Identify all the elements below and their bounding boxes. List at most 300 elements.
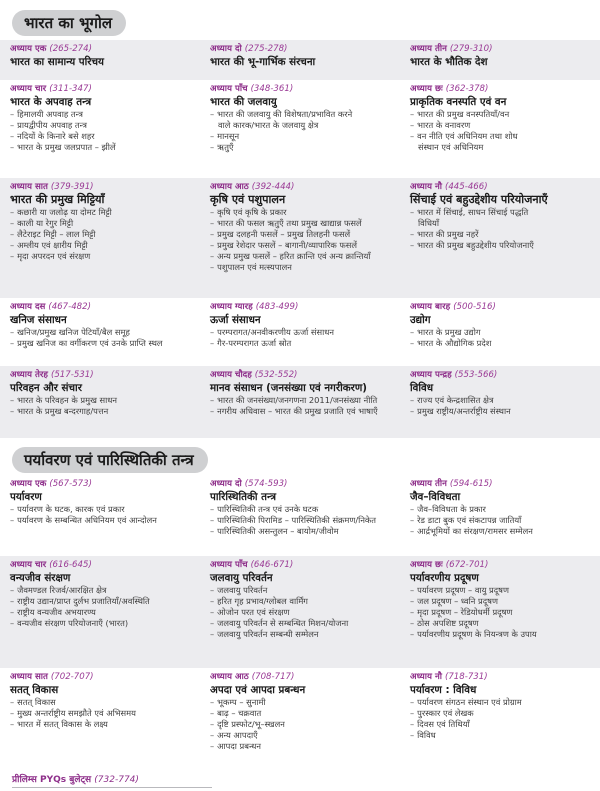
- topic-text: जलवायु परिवर्तन: [217, 585, 268, 595]
- bullet-dash: –: [410, 515, 415, 525]
- chapter-page-range: (532-552): [254, 370, 298, 380]
- topic-text: राष्ट्रीय वन्यजीव अभयारण्य: [17, 607, 96, 617]
- geography-row: [0, 80, 600, 178]
- chapter-number: अध्याय ग्यारह: [210, 302, 253, 312]
- bullet-dash: –: [210, 504, 215, 514]
- topic-text: प्रायद्वीपीय अपवाह तन्त्र: [17, 120, 87, 130]
- topic-item: [210, 629, 396, 640]
- topic-item: [410, 395, 596, 406]
- bullet-dash: –: [410, 629, 415, 639]
- chapter-heading: [210, 43, 396, 55]
- topic-item: [210, 708, 396, 719]
- topic-item: [10, 109, 196, 120]
- topic-list: [210, 207, 396, 273]
- bullet-dash: –: [210, 629, 215, 639]
- chapter-number: अध्याय तीन: [410, 479, 447, 489]
- chapter-card[interactable]: [200, 40, 400, 80]
- topic-text: परम्परागत/अनवीकरणीय ऊर्जा संसाधन: [217, 327, 334, 337]
- section-title-geography: भारत का भूगोल: [12, 10, 126, 36]
- bullet-dash: –: [410, 596, 415, 606]
- chapter-card[interactable]: [200, 178, 400, 298]
- chapter-page-range: (567-573): [49, 479, 92, 489]
- topic-list: [10, 504, 196, 526]
- topic-item: [10, 618, 196, 629]
- chapter-number: अध्याय दस: [10, 302, 46, 312]
- topic-text: प्रमुख राष्ट्रीय/अन्तर्राष्ट्रीय संस्थान: [417, 406, 511, 416]
- bullet-dash: –: [210, 251, 215, 261]
- bullet-dash: –: [10, 596, 15, 606]
- topic-text: भारत के वनावरण: [417, 120, 471, 130]
- bullet-dash: –: [10, 719, 15, 729]
- topic-list: [410, 697, 596, 741]
- topic-item: [410, 240, 596, 251]
- topic-list: [410, 585, 596, 640]
- chapter-number: अध्याय दो: [210, 479, 242, 489]
- section-title-ecology: पर्यावरण एवं पारिस्थितिकी तन्त्र: [12, 447, 208, 473]
- topic-text: बाढ़ – चक्रवात: [217, 708, 262, 718]
- topic-text: कछारी या जलोढ़ या दोमट मिट्टी: [17, 207, 112, 217]
- topic-item: [10, 406, 196, 417]
- chapter-card[interactable]: [400, 366, 600, 438]
- pyq-range: (732-774): [94, 775, 139, 785]
- chapter-number: अध्याय आठ: [210, 182, 249, 192]
- chapter-card[interactable]: [0, 475, 200, 556]
- topic-text: पुरस्कार एवं लेखक: [417, 708, 474, 718]
- bullet-dash: –: [410, 327, 415, 337]
- topic-list: [410, 207, 596, 251]
- topic-item: [10, 585, 196, 596]
- topic-text: पशुपालन एवं मत्स्यपालन: [217, 262, 292, 272]
- topic-item: [210, 585, 396, 596]
- topic-item: [410, 629, 596, 640]
- bullet-dash: –: [410, 526, 415, 536]
- topic-item: [10, 229, 196, 240]
- chapter-card[interactable]: [0, 178, 200, 298]
- topic-text: भारत के परिवहन के प्रमुख साधन: [17, 395, 118, 405]
- topic-list: [10, 327, 196, 349]
- topic-item: [410, 708, 596, 719]
- bullet-dash: –: [410, 131, 415, 141]
- chapter-card[interactable]: [400, 556, 600, 668]
- topic-item: [10, 120, 196, 131]
- topic-list: [410, 109, 596, 153]
- chapter-card[interactable]: [200, 668, 400, 766]
- chapter-title: भारत की प्रमुख मिट्टियाँ: [10, 193, 105, 206]
- topic-item: [410, 504, 596, 515]
- bullet-dash: –: [410, 618, 415, 628]
- chapter-page-range: (279-310): [449, 44, 493, 54]
- chapter-page-range: (646-671): [250, 560, 294, 570]
- bullet-dash: –: [210, 262, 215, 272]
- bullet-dash: –: [210, 338, 215, 348]
- topic-item: [210, 229, 396, 240]
- chapter-number: अध्याय तेरह: [10, 370, 48, 380]
- topic-item: [10, 395, 196, 406]
- topic-text: अन्य आपदाएँ: [217, 730, 258, 740]
- topic-list: [210, 585, 396, 640]
- bullet-dash: –: [210, 719, 215, 729]
- chapter-heading: [410, 301, 596, 313]
- bullet-dash: –: [410, 719, 415, 729]
- chapter-number: अध्याय आठ: [210, 672, 249, 682]
- geography-row: [0, 40, 600, 80]
- chapter-page-range: (311-347): [49, 84, 92, 94]
- topic-item: [410, 120, 596, 131]
- chapter-card[interactable]: [0, 80, 200, 178]
- chapter-card[interactable]: [0, 366, 200, 438]
- topic-text: सतत् विकास: [17, 697, 56, 707]
- topic-text: मृदा प्रदूषण – रेडियोधर्मी प्रदूषण: [417, 607, 513, 617]
- topic-item: [10, 719, 196, 730]
- topic-text: आर्द्रभूमियों का संरक्षण/रामसर सम्मेलन: [417, 526, 533, 536]
- topic-item: [410, 207, 596, 218]
- chapter-heading: [410, 559, 596, 571]
- topic-text: संस्थान एवं अधिनियम: [418, 142, 484, 152]
- topic-text: भारत के प्रमुख उद्योग: [417, 327, 481, 337]
- chapter-page-range: (362-378): [445, 84, 489, 94]
- topic-text: ऋतुएँ: [217, 142, 234, 152]
- topic-item: [10, 504, 196, 515]
- bullet-dash: –: [210, 730, 215, 740]
- topic-text: दृष्टि प्रस्फोट/भू–स्खलन: [217, 719, 285, 729]
- chapter-number: अध्याय सात: [10, 672, 48, 682]
- chapter-number: अध्याय छः: [410, 84, 443, 94]
- chapter-title: भारत के भौतिक देश: [410, 56, 488, 68]
- topic-item: [410, 730, 596, 741]
- topic-list: [10, 585, 196, 629]
- chapter-page-range: (265-274): [49, 44, 92, 54]
- bullet-dash: –: [10, 120, 15, 130]
- topic-item: [410, 618, 596, 629]
- chapter-card[interactable]: [400, 475, 600, 556]
- chapter-heading: [10, 83, 196, 95]
- chapter-title: पर्यावरणीय प्रदूषण: [410, 572, 479, 584]
- chapter-card[interactable]: [200, 475, 400, 556]
- topic-item: [10, 218, 196, 229]
- chapter-heading: [210, 671, 396, 683]
- topic-text: भूकम्प – सुनामी: [217, 697, 266, 707]
- bullet-dash: –: [210, 596, 215, 606]
- topic-item: [410, 697, 596, 708]
- chapter-heading: [210, 181, 396, 193]
- topic-text: पर्यावरण प्रदूषण – वायु प्रदूषण: [417, 585, 509, 595]
- topic-text: ओजोन परत एवं संरक्षण: [217, 607, 290, 617]
- chapter-number: अध्याय तीन: [410, 44, 447, 54]
- topic-list: [410, 504, 596, 537]
- bullet-dash: –: [210, 327, 215, 337]
- topic-item: [410, 229, 596, 240]
- topic-text: भारत की जलवायु की विशेषता/प्रभावित करने: [217, 109, 353, 119]
- topic-text: भारत की प्रमुख वनस्पतियाँ/वन: [417, 109, 510, 119]
- topic-item: [410, 585, 596, 596]
- topic-text: अम्लीय एवं क्षारीय मिट्टी: [17, 240, 88, 250]
- topic-item: [10, 142, 196, 153]
- chapter-card[interactable]: [400, 668, 600, 766]
- chapter-page-range: (500-516): [453, 302, 496, 312]
- chapter-card[interactable]: [400, 298, 600, 366]
- topic-item: [210, 504, 396, 515]
- topic-item: [210, 142, 396, 153]
- chapter-page-range: (348-361): [250, 84, 294, 94]
- chapter-heading: [10, 43, 196, 55]
- topic-item: [410, 131, 596, 142]
- bullet-dash: –: [210, 395, 215, 405]
- chapter-number: अध्याय सात: [10, 182, 48, 192]
- chapter-heading: [10, 181, 196, 193]
- topic-item: [210, 395, 396, 406]
- topic-text: लैटेराइट मिट्टी – लाल मिट्टी: [17, 229, 96, 239]
- topic-text: राज्य एवं केन्द्रशासित क्षेत्र: [417, 395, 494, 405]
- bullet-dash: –: [210, 708, 215, 718]
- bullet-dash: –: [210, 109, 215, 119]
- topic-list: [210, 504, 396, 537]
- topic-item: [210, 719, 396, 730]
- topic-text: भारत के प्रमुख जलप्रपात – झीलें: [17, 142, 116, 152]
- chapter-page-range: (392-444): [251, 182, 295, 192]
- topic-text: जलवायु परिवर्तन से सम्बन्धित मिशन/योजना: [217, 618, 349, 628]
- bullet-dash: –: [410, 504, 415, 514]
- bullet-dash: –: [10, 327, 15, 337]
- chapter-card[interactable]: [0, 298, 200, 366]
- topic-item: [410, 719, 596, 730]
- bullet-dash: –: [10, 338, 15, 348]
- chapter-number: अध्याय नौ: [410, 182, 442, 192]
- topic-text: नदियों के किनारे बसे शहर: [17, 131, 95, 141]
- chapter-page-range: (718-731): [444, 672, 488, 682]
- topic-text: राष्ट्रीय उद्यान/प्राप्त दुर्लभ प्रजातियाँ/अवस्थिति: [17, 596, 150, 606]
- topic-text: गैर-परम्परागत ऊर्जा स्रोत: [217, 338, 292, 348]
- topic-list: [210, 109, 396, 153]
- bullet-dash: –: [10, 207, 15, 217]
- topic-text: वाले कारक/भारत के जलवायु क्षेत्र: [218, 120, 319, 130]
- chapter-card[interactable]: [200, 366, 400, 438]
- chapter-heading: [410, 83, 596, 95]
- chapter-title: वन्यजीव संरक्षण: [10, 572, 71, 584]
- topic-text: भारत में सतत् विकास के लक्ष्य: [17, 719, 108, 729]
- bullet-dash: –: [410, 395, 415, 405]
- topic-item: [410, 338, 596, 349]
- chapter-card[interactable]: [400, 178, 600, 298]
- topic-item: [210, 120, 396, 131]
- topic-list: [210, 395, 396, 417]
- topic-item: [210, 697, 396, 708]
- topic-list: [210, 697, 396, 752]
- chapter-card[interactable]: [400, 80, 600, 178]
- bullet-dash: –: [410, 207, 415, 217]
- topic-text: पर्यावरणीय प्रदूषण के नियन्त्रण के उपाय: [417, 629, 537, 639]
- chapter-card[interactable]: [200, 298, 400, 366]
- chapter-heading: [210, 559, 396, 571]
- bullet-dash: –: [410, 338, 415, 348]
- topic-item: [10, 596, 196, 607]
- topic-item: [410, 109, 596, 120]
- chapter-number: अध्याय दो: [210, 44, 242, 54]
- chapter-number: अध्याय चार: [10, 560, 47, 570]
- chapter-title: मानव संसाधन (जनसंख्या एवं नगरीकरण): [210, 382, 368, 394]
- topic-text: भारत की फसल ऋतुएँ तथा प्रमुख खाद्यान्न फसलें: [217, 218, 362, 228]
- topic-item: [210, 262, 396, 273]
- topic-item: [410, 327, 596, 338]
- chapter-card[interactable]: [200, 80, 400, 178]
- chapter-page-range: (483-499): [255, 302, 299, 312]
- chapter-title: जलवायु परिवर्तन: [210, 572, 273, 584]
- bullet-dash: –: [210, 607, 215, 617]
- bullet-dash: –: [10, 708, 15, 718]
- chapter-title: पारिस्थितिकी तन्त्र: [210, 491, 277, 503]
- topic-text: दिवस एवं तिथियाँ: [417, 719, 470, 729]
- chapter-heading: [410, 671, 596, 683]
- topic-text: वन नीति एवं अधिनियम तथा शोध: [417, 131, 518, 141]
- chapter-title: ऊर्जा संसाधन: [210, 314, 261, 326]
- ecology-row: [0, 475, 600, 556]
- bullet-dash: –: [10, 515, 15, 525]
- chapter-number: अध्याय पाँच: [210, 560, 248, 570]
- chapter-title: पर्यावरण: [10, 491, 42, 503]
- topic-text: भारत के औद्योगिक प्रदेश: [417, 338, 492, 348]
- bullet-dash: –: [210, 131, 215, 141]
- topic-list: [10, 207, 196, 262]
- chapter-title: प्राकृतिक वनस्पति एवं वन: [410, 96, 507, 108]
- chapter-card[interactable]: [200, 556, 400, 668]
- bullet-dash: –: [210, 741, 215, 751]
- topic-text: प्रमुख रेशेदार फसलें – बागानी/व्यापारिक फसलें: [217, 240, 358, 250]
- topic-list: [410, 327, 596, 349]
- topic-item: [210, 730, 396, 741]
- topic-text: मुख्य अन्तर्राष्ट्रीय समझौते एवं अभिसमय: [17, 708, 136, 718]
- bullet-dash: –: [10, 618, 15, 628]
- ecology-row: [0, 556, 600, 668]
- topic-item: [10, 515, 196, 526]
- topic-item: [210, 240, 396, 251]
- pyq-label: प्रीलिम्स PYQs बुलेट्स: [12, 775, 92, 785]
- chapter-heading: [210, 478, 396, 490]
- bullet-dash: –: [410, 406, 415, 416]
- topic-text: भारत की प्रमुख नहरें: [417, 229, 479, 239]
- chapter-number: अध्याय पन्द्रह: [410, 370, 452, 380]
- topic-text: भारत की प्रमुख बहुउद्देशीय परियोजनाएँ: [417, 240, 534, 250]
- topic-item: [210, 515, 396, 526]
- topic-text: प्रमुख दलहनी फसलें – प्रमुख तिलहनी फसलें: [217, 229, 351, 239]
- topic-text: पारिस्थितिकी असन्तुलन – बायोम/जीवोम: [217, 526, 339, 536]
- bullet-dash: –: [410, 585, 415, 595]
- chapter-heading: [10, 559, 196, 571]
- topic-text: पर्यावरण के घटक, कारक एवं प्रकार: [17, 504, 125, 514]
- topic-text: पारिस्थितिकी पिरामिड – पारिस्थितिकी संक्रमण/निकेत: [217, 515, 377, 525]
- bullet-dash: –: [10, 395, 15, 405]
- chapter-heading: [210, 301, 396, 313]
- bullet-dash: –: [210, 142, 215, 152]
- chapter-number: अध्याय पाँच: [210, 84, 248, 94]
- bullet-dash: –: [410, 120, 415, 130]
- topic-item: [210, 327, 396, 338]
- chapter-title: जैव–विविधता: [410, 491, 461, 503]
- chapter-page-range: (467-482): [48, 302, 91, 312]
- bullet-dash: –: [10, 142, 15, 152]
- chapter-page-range: (708-717): [251, 672, 295, 682]
- chapter-heading: [410, 369, 596, 381]
- topic-item: [210, 218, 396, 229]
- chapter-heading: [10, 478, 196, 490]
- topic-item: [410, 607, 596, 618]
- topic-item: [10, 131, 196, 142]
- topic-text: पर्यावरण संगठन संस्थान एवं प्रोग्राम: [417, 697, 522, 707]
- bullet-dash: –: [410, 697, 415, 707]
- chapter-page-range: (275-278): [244, 44, 288, 54]
- chapter-heading: [410, 181, 596, 193]
- chapter-title: सिंचाई एवं बहुउद्देशीय परियोजनाएँ: [410, 193, 548, 206]
- bullet-dash: –: [410, 229, 415, 239]
- pyq-bullets-link[interactable]: [12, 772, 139, 785]
- topic-item: [410, 142, 596, 153]
- bullet-dash: –: [10, 109, 15, 119]
- topic-text: मृदा अपरदन एवं संरक्षण: [17, 251, 91, 261]
- chapter-page-range: (517-531): [50, 370, 94, 380]
- geography-row: [0, 366, 600, 438]
- bullet-dash: –: [10, 240, 15, 250]
- bullet-dash: –: [210, 240, 215, 250]
- chapter-card[interactable]: [400, 40, 600, 80]
- chapter-heading: [10, 301, 196, 313]
- topic-text: कृषि एवं कृषि के प्रकार: [217, 207, 287, 217]
- topic-list: [210, 327, 396, 349]
- topic-item: [10, 607, 196, 618]
- chapter-card[interactable]: [0, 668, 200, 766]
- topic-text: हरित गृह प्रभाव/ग्लोबल वार्मिंग: [217, 596, 308, 606]
- bullet-dash: –: [10, 229, 15, 239]
- topic-list: [10, 395, 196, 417]
- footer-divider: [12, 787, 212, 788]
- bullet-dash: –: [210, 406, 215, 416]
- chapter-title: सतत् विकास: [10, 684, 59, 696]
- topic-text: नगरीय अधिवास – भारत की प्रमुख प्रजाति एवं भाषाएँ: [217, 406, 378, 416]
- chapter-number: अध्याय बारह: [410, 302, 451, 312]
- topic-text: काली या रेगुर मिट्टी: [17, 218, 74, 228]
- chapter-card[interactable]: [0, 40, 200, 80]
- topic-text: भारत की जनसंख्या/जनगणना 2011/जनसंख्या नीति: [217, 395, 378, 405]
- bullet-dash: –: [10, 504, 15, 514]
- chapter-title: भारत के अपवाह तन्त्र: [10, 96, 92, 108]
- geography-row: [0, 178, 600, 298]
- bullet-dash: –: [410, 240, 415, 250]
- topic-item: [10, 240, 196, 251]
- topic-item: [210, 526, 396, 537]
- topic-item: [210, 338, 396, 349]
- chapter-title: पर्यावरण : विविध: [410, 684, 477, 696]
- chapter-number: अध्याय एक: [10, 44, 47, 54]
- topic-item: [10, 697, 196, 708]
- chapter-title: उद्योग: [410, 314, 431, 326]
- chapter-page-range: (445-466): [444, 182, 488, 192]
- topic-item: [210, 131, 396, 142]
- topic-list: [10, 697, 196, 730]
- topic-text: अन्य प्रमुख फसलें – हरित क्रान्ति एवं अन्य क्रान्तियाँ: [217, 251, 371, 261]
- topic-item: [210, 109, 396, 120]
- bullet-dash: –: [410, 730, 415, 740]
- topic-item: [410, 526, 596, 537]
- topic-item: [10, 338, 196, 349]
- bullet-dash: –: [210, 218, 215, 228]
- topic-text: ठोस अपशिष्ट प्रदूषण: [417, 618, 479, 628]
- bullet-dash: –: [410, 109, 415, 119]
- chapter-heading: [410, 478, 596, 490]
- topic-item: [10, 708, 196, 719]
- bullet-dash: –: [410, 607, 415, 617]
- topic-text: आपदा प्रबन्धन: [217, 741, 262, 751]
- bullet-dash: –: [210, 697, 215, 707]
- chapter-card[interactable]: [0, 556, 200, 668]
- topic-item: [210, 596, 396, 607]
- topic-text: जल प्रदूषण – ध्वनि प्रदूषण: [417, 596, 498, 606]
